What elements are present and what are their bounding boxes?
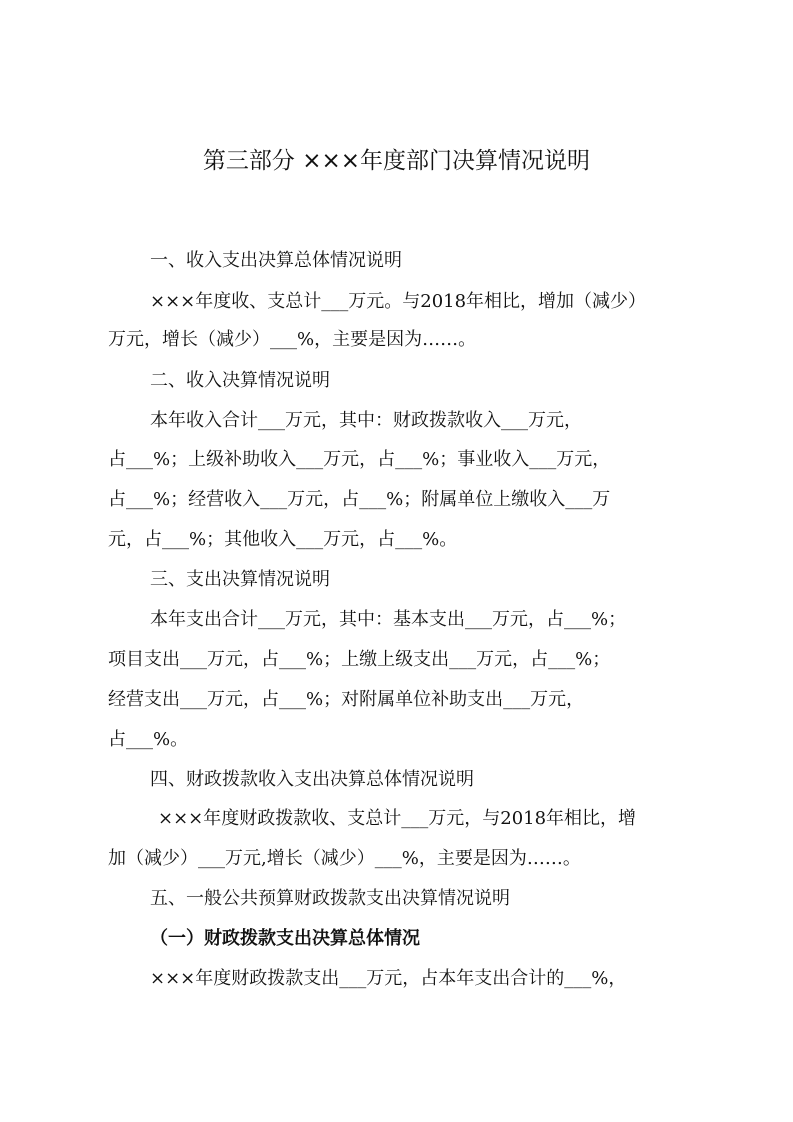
section-heading-5: 五、一般公共预算财政拨款支出决算情况说明	[150, 888, 510, 909]
paragraph-line: 经营支出___万元，占___%；对附属单位补助支出___万元，	[108, 689, 585, 710]
paragraph-line: 本年支出合计___万元，其中：基本支出___万元，占___%；	[150, 609, 627, 630]
paragraph-line: 占___%；上级补助收入___万元，占___%；事业收入___万元，	[108, 449, 611, 470]
paragraph-line: ×××年度收、支总计___万元。与2018年相比，增加（减少）	[150, 291, 647, 312]
paragraph-line: 万元，增长（减少）___%，主要是因为……。	[108, 329, 477, 350]
paragraph-line: 项目支出___万元，占___%；上缴上级支出___万元，占___%；	[108, 649, 611, 670]
section-heading-4: 四、财政拨款收入支出决算总体情况说明	[150, 769, 474, 790]
section-heading-3: 三、支出决算情况说明	[150, 569, 330, 590]
paragraph-line: ×××年度财政拨款支出___万元，占本年支出合计的___%，	[150, 968, 627, 989]
section-heading-2: 二、收入决算情况说明	[150, 370, 330, 391]
document-title: 第三部分 ×××年度部门决算情况说明	[202, 148, 591, 174]
paragraph-line: 元，占___%；其他收入___万元，占___%。	[108, 529, 458, 550]
subsection-heading-1: （一）财政拨款支出决算总体情况	[150, 928, 420, 949]
paragraph-line: 占___%。	[108, 729, 189, 750]
paragraph-line: 占___%；经营收入___万元，占___%；附属单位上缴收入___万	[108, 489, 611, 510]
paragraph-line: ×××年度财政拨款收、支总计___万元，与2018年相比，增	[158, 808, 637, 829]
paragraph-line: 本年收入合计___万元，其中：财政拨款收入___万元，	[150, 410, 582, 431]
paragraph-line: 加（减少）___万元,增长（减少）___%，主要是因为……。	[108, 848, 581, 869]
section-heading-1: 一、收入支出决算总体情况说明	[150, 250, 402, 271]
